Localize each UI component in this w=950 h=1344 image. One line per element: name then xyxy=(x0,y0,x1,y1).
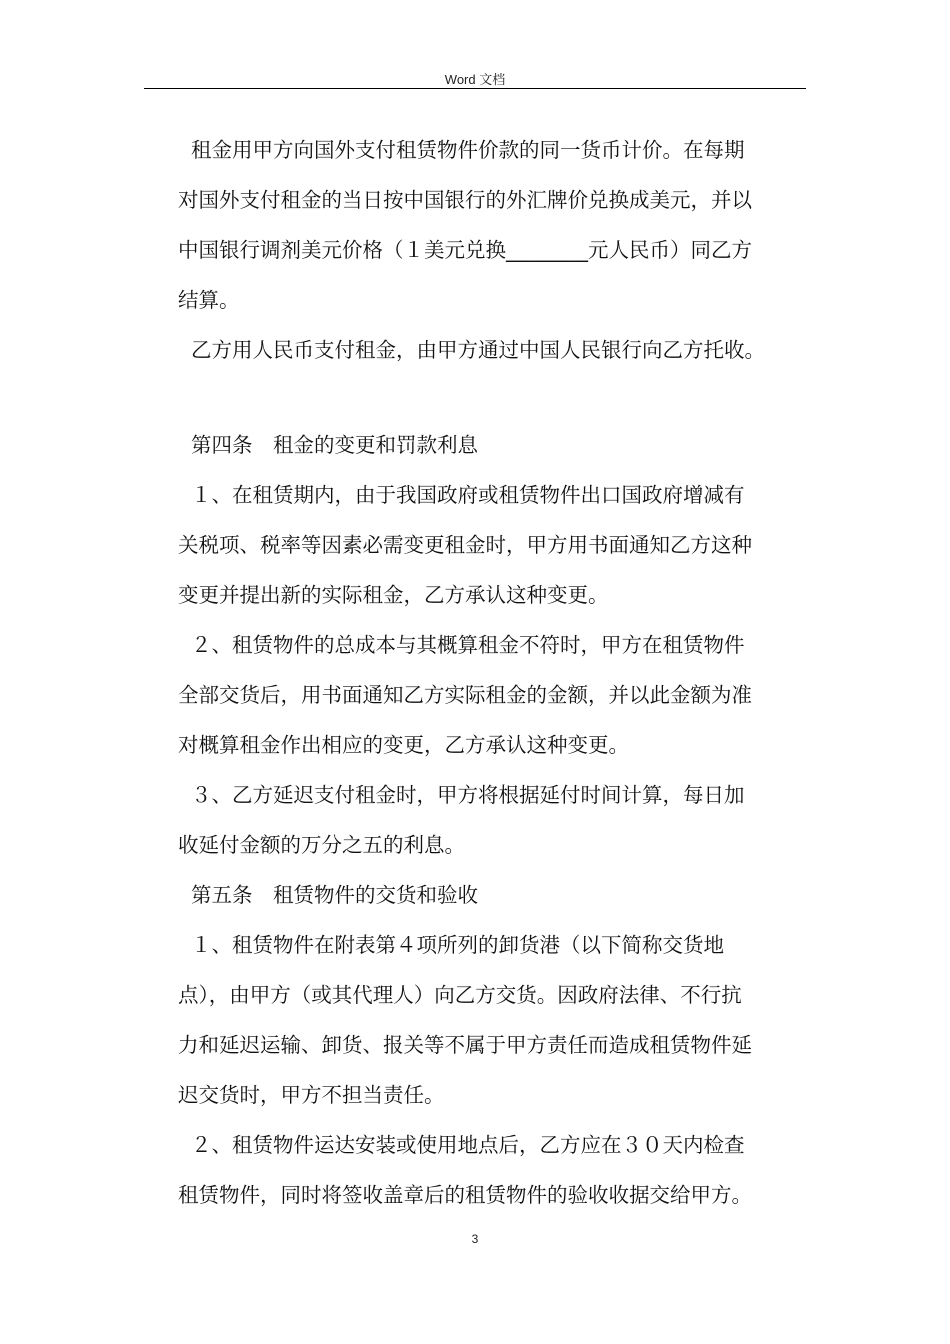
text-line: ２、租赁物件运达安装或使用地点后，乙方应在３０天内检查 xyxy=(178,1133,745,1157)
text-line: 租赁物件，同时将签收盖章后的租赁物件的验收收据交给甲方。 xyxy=(178,1183,752,1207)
text-line: 力和延迟运输、卸货、报关等不属于甲方责任而造成租赁物件延 xyxy=(178,1033,752,1057)
text-line: 点），由甲方（或其代理人）向乙方交货。因政府法律、不行抗 xyxy=(178,983,742,1007)
text-line: 乙方用人民币支付租金，由甲方通过中国人民银行向乙方托收。 xyxy=(178,338,766,362)
text-line: 关税项、税率等因素必需变更租金时，甲方用书面通知乙方这种 xyxy=(178,533,752,557)
text-line: 全部交货后，用书面通知乙方实际租金的金额，并以此金额为准 xyxy=(178,683,752,707)
text-line: １、租赁物件在附表第４项所列的卸货港（以下简称交货地 xyxy=(178,933,725,957)
text-line: 对概算租金作出相应的变更，乙方承认这种变更。 xyxy=(178,733,629,757)
section-heading: 第四条 租金的变更和罚款利息 xyxy=(178,433,479,457)
page-number: 3 xyxy=(471,1232,479,1246)
section-heading: 第五条 租赁物件的交货和验收 xyxy=(178,883,479,907)
text-line: 结算。 xyxy=(178,288,240,312)
text-line: 变更并提出新的实际租金，乙方承认这种变更。 xyxy=(178,583,609,607)
text-line: 中国银行调剂美元价格（１美元兑换________元人民币）同乙方 xyxy=(178,238,752,262)
text-line: 收延付金额的万分之五的利息。 xyxy=(178,833,465,857)
text-line: ３、乙方延迟支付租金时，甲方将根据延付时间计算，每日加 xyxy=(178,783,745,807)
text-line: ２、租赁物件的总成本与其概算租金不符时，甲方在租赁物件 xyxy=(178,633,745,657)
header-divider xyxy=(144,88,806,89)
text-line: 迟交货时，甲方不担当责任。 xyxy=(178,1083,445,1107)
text-line: １、在租赁期内，由于我国政府或租赁物件出口国政府增减有 xyxy=(178,483,745,507)
header-title: Word 文档 xyxy=(444,72,506,87)
text-line: 租金用甲方向国外支付租赁物件价款的同一货币计价。在每期 xyxy=(178,138,745,162)
text-line: 对国外支付租金的当日按中国银行的外汇牌价兑换成美元，并以 xyxy=(178,188,752,212)
